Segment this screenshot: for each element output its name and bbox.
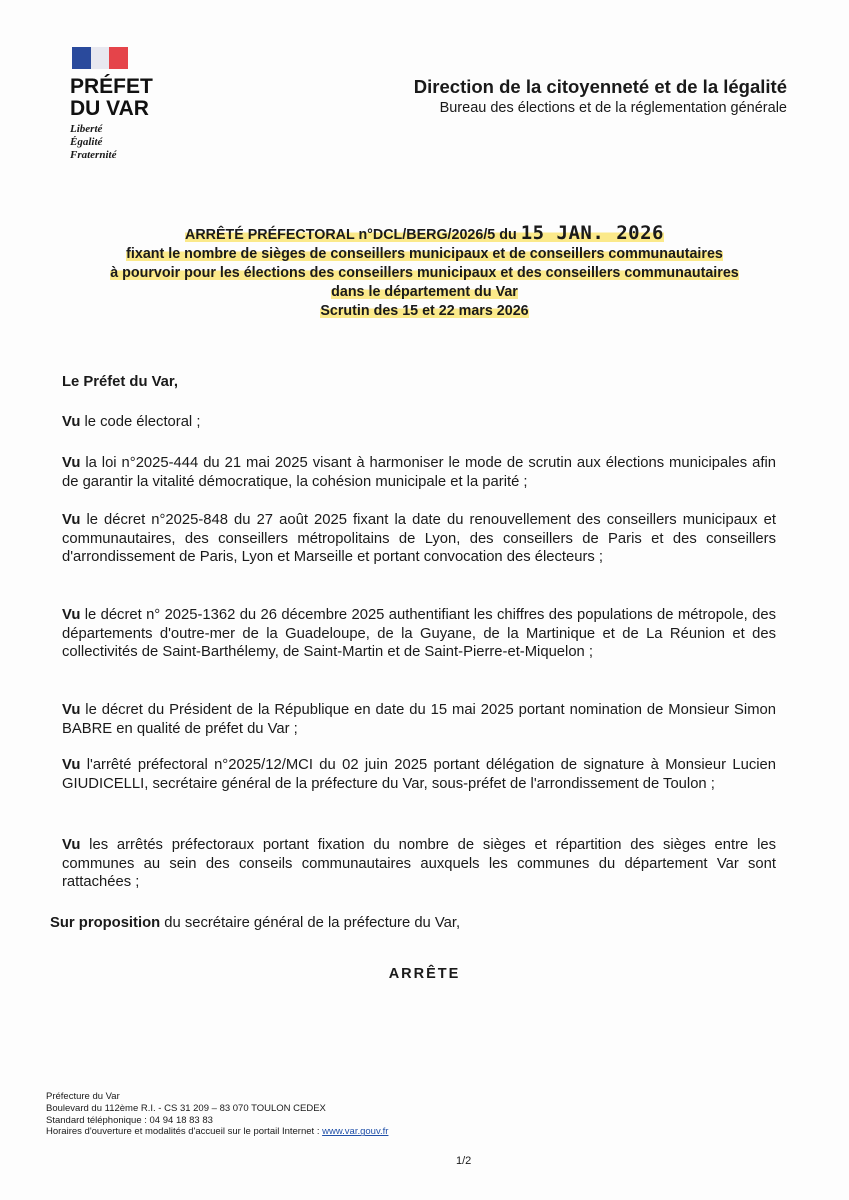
direction-header <box>414 76 787 116</box>
date-stamp: 15 JAN. 2026 <box>520 222 664 244</box>
footer-line: Horaires d'ouverture et modalités d'accueil sur le portail Internet : www.var.gouv.fr <box>46 1126 389 1138</box>
devise <box>70 123 116 162</box>
visa-paragraph: Vu le décret du Président de la République en date du 15 mai 2025 portant nomination de Monsieur Simon BABRE en qualité de préfet du Var ; <box>62 702 776 737</box>
arrete-heading: ARRÊTE <box>388 966 461 982</box>
title-line1: ARRÊTÉ PRÉFECTORAL n°DCL/BERG/2026/5 du 15 JAN. 2026 <box>185 222 664 244</box>
page-number: 1/2 <box>456 1155 472 1167</box>
footer-line: Standard téléphonique : 04 94 18 83 83 <box>46 1114 213 1126</box>
footer-address <box>46 1091 388 1138</box>
direction-title: Direction de la citoyenneté et de la légalité <box>413 76 787 97</box>
visa-paragraph: Vu les arrêtés préfectoraux portant fixation du nombre de sièges et répartition des sièges entre les communes au sein des conseils communautaires auxquels les communes du département Var sont rattachées ; <box>62 837 776 890</box>
title-line3: à pourvoir pour les élections des conseillers municipaux et des conseillers communautaires <box>110 265 739 281</box>
marianne-logo <box>72 47 128 69</box>
arrete-title <box>60 224 789 321</box>
footer-line: Boulevard du 112ème R.I. - CS 31 209 – 83 070 TOULON CEDEX <box>46 1102 326 1114</box>
devise-egalite: Égalité <box>70 136 103 148</box>
salutation: Le Préfet du Var, <box>62 374 178 390</box>
devise-fraternite: Fraternité <box>70 149 117 161</box>
website-link[interactable]: www.var.gouv.fr <box>322 1126 389 1138</box>
logo-line2: DU VAR <box>70 97 149 120</box>
title-line2: fixant le nombre de sièges de conseillers municipaux et de conseillers communautaires <box>126 246 723 262</box>
footer-line: Préfecture du Var <box>46 1091 120 1102</box>
visa-paragraph: Vu le décret n°2025-848 du 27 août 2025 fixant la date du renouvellement des conseillers municipaux et communautaires, des conseillers métropolitains de Lyon, des conseillers de Paris et des conseillers d'arrondissement de Paris, Lyon et Marseille et portant convocation des électeurs ; <box>62 512 776 565</box>
prefet-logo-text <box>70 76 153 120</box>
visa-paragraph: Vu le décret n° 2025-1362 du 26 décembre 2025 authentifiant les chiffres des populations de métropole, des départements d'outre-mer de la Guadeloupe, de la Guyane, de la Martinique et de La Réunion et des collectivités de Saint-Barthélemy, de Saint-Martin et de Saint-Pierre-et-Miquelon ; <box>62 607 776 660</box>
devise-liberte: Liberté <box>70 123 103 135</box>
visa-paragraph: Vu l'arrêté préfectoral n°2025/12/MCI du 02 juin 2025 portant délégation de signature à Monsieur Lucien GIUDICELLI, secrétaire général de la préfecture du Var, sous-préfet de l'arrondissement de Toulon ; <box>62 757 776 792</box>
title-line4: dans le département du Var <box>331 284 518 300</box>
proposition-paragraph: Sur proposition du secrétaire général de la préfecture du Var, <box>50 915 461 931</box>
logo-line1: PRÉFET <box>70 75 153 98</box>
visa-paragraph: Vu la loi n°2025-444 du 21 mai 2025 visant à harmoniser le mode de scrutin aux élections municipales afin de garantir la vitalité démocratique, la cohésion municipale et la parité ; <box>62 455 776 490</box>
bureau-subtitle: Bureau des élections et de la réglementation générale <box>439 100 787 116</box>
title-line5: Scrutin des 15 et 22 mars 2026 <box>320 303 529 319</box>
visa-paragraph: Vu le code électoral ; <box>62 414 201 430</box>
